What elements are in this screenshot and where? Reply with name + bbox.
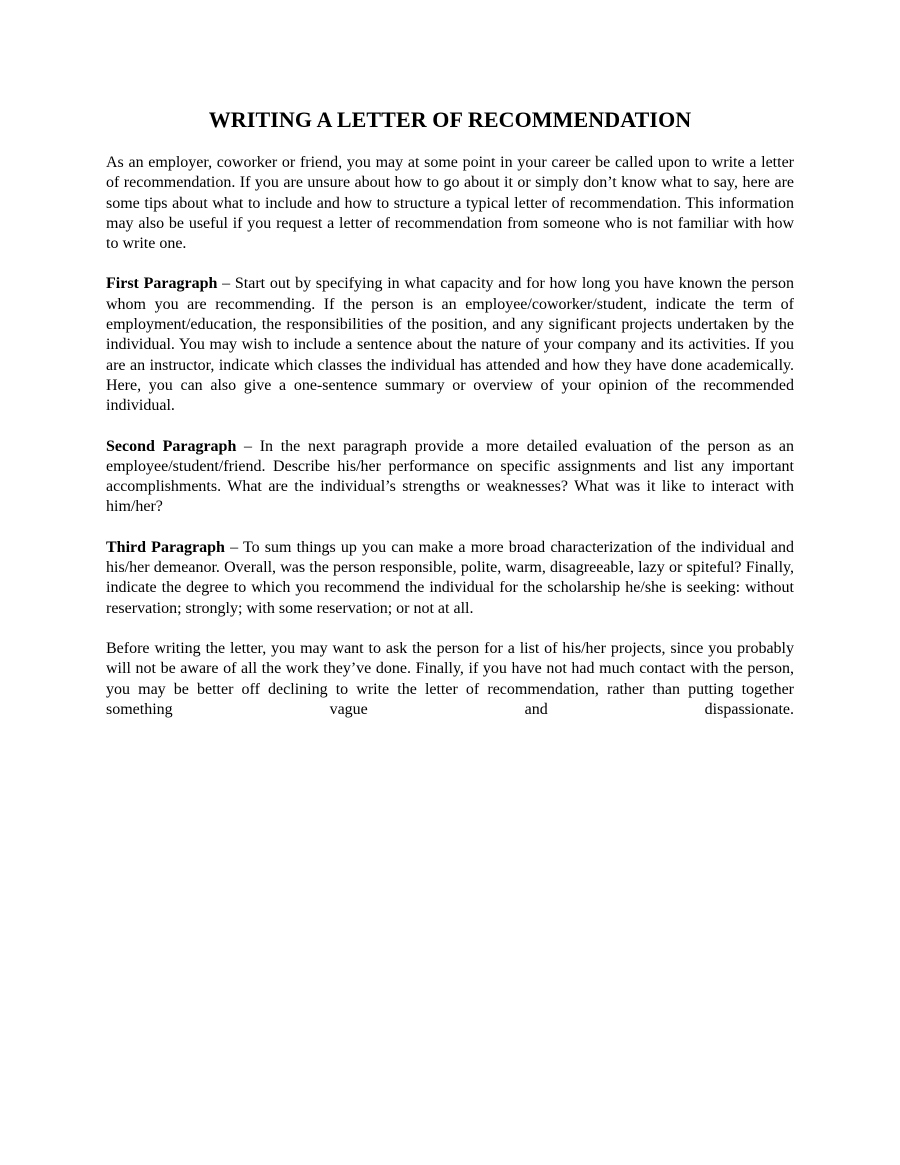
first-paragraph-text: – Start out by specifying in what capacity and for how long you have known the person whom you are recommending. If the person is an employee/coworker/student, indicate the term of employment/education, the responsibilities of the position, and any significant projects undertaken by the individual. You may wish to include a sentence about the nature of your company and its activities. If you are an instructor, indicate which classes the individual has attended and how they have done academically. Here, you can also give a one-sentence summary or overview of your opinion of the recommended individual. bbox=[106, 275, 795, 415]
second-paragraph-text: – In the next paragraph provide a more detailed evaluation of the person as an employee/student/friend. Describe his/her performance on specific assignments and list any important accomplishments. What are the individual’s strengths or weaknesses? What was it like to interact with him/her? bbox=[106, 437, 795, 516]
first-paragraph-section bbox=[106, 274, 794, 416]
document-body bbox=[106, 153, 794, 740]
third-paragraph-section bbox=[106, 538, 794, 619]
second-paragraph-heading: Second Paragraph bbox=[106, 437, 237, 455]
second-paragraph-section bbox=[106, 437, 794, 518]
closing-paragraph: Before writing the letter, you may want to ask the person for a list of his/her projects, since you probably will not be aware of all the work they’ve done. Finally, if you have not had much contact with the person, you may be better off declining to write the letter of recommendation, rather than putting together something vague and dispassionate. bbox=[106, 639, 794, 718]
third-paragraph-heading: Third Paragraph bbox=[106, 538, 225, 556]
document-title: WRITING A LETTER OF RECOMMENDATION bbox=[208, 107, 692, 132]
intro-paragraph: As an employer, coworker or friend, you may at some point in your career be called upon to write a letter of recommendation. If you are unsure about how to go about it or simply don’t know what to say, here are some tips about what to include and how to structure a typical letter of recommendation. This information may also be useful if you request a letter of recommendation from someone who is not familiar with how to write one. bbox=[106, 154, 794, 253]
first-paragraph-heading: First Paragraph bbox=[106, 275, 218, 293]
third-paragraph-text: – To sum things up you can make a more broad characterization of the individual and his/her demeanor. Overall, was the person responsible, polite, warm, disagreeable, lazy or spiteful? Finally, indicate the degree to which you recommend the individual for the scholarship he/she is seeking: without reservation; strongly; with some reservation; or not at all. bbox=[106, 538, 794, 617]
